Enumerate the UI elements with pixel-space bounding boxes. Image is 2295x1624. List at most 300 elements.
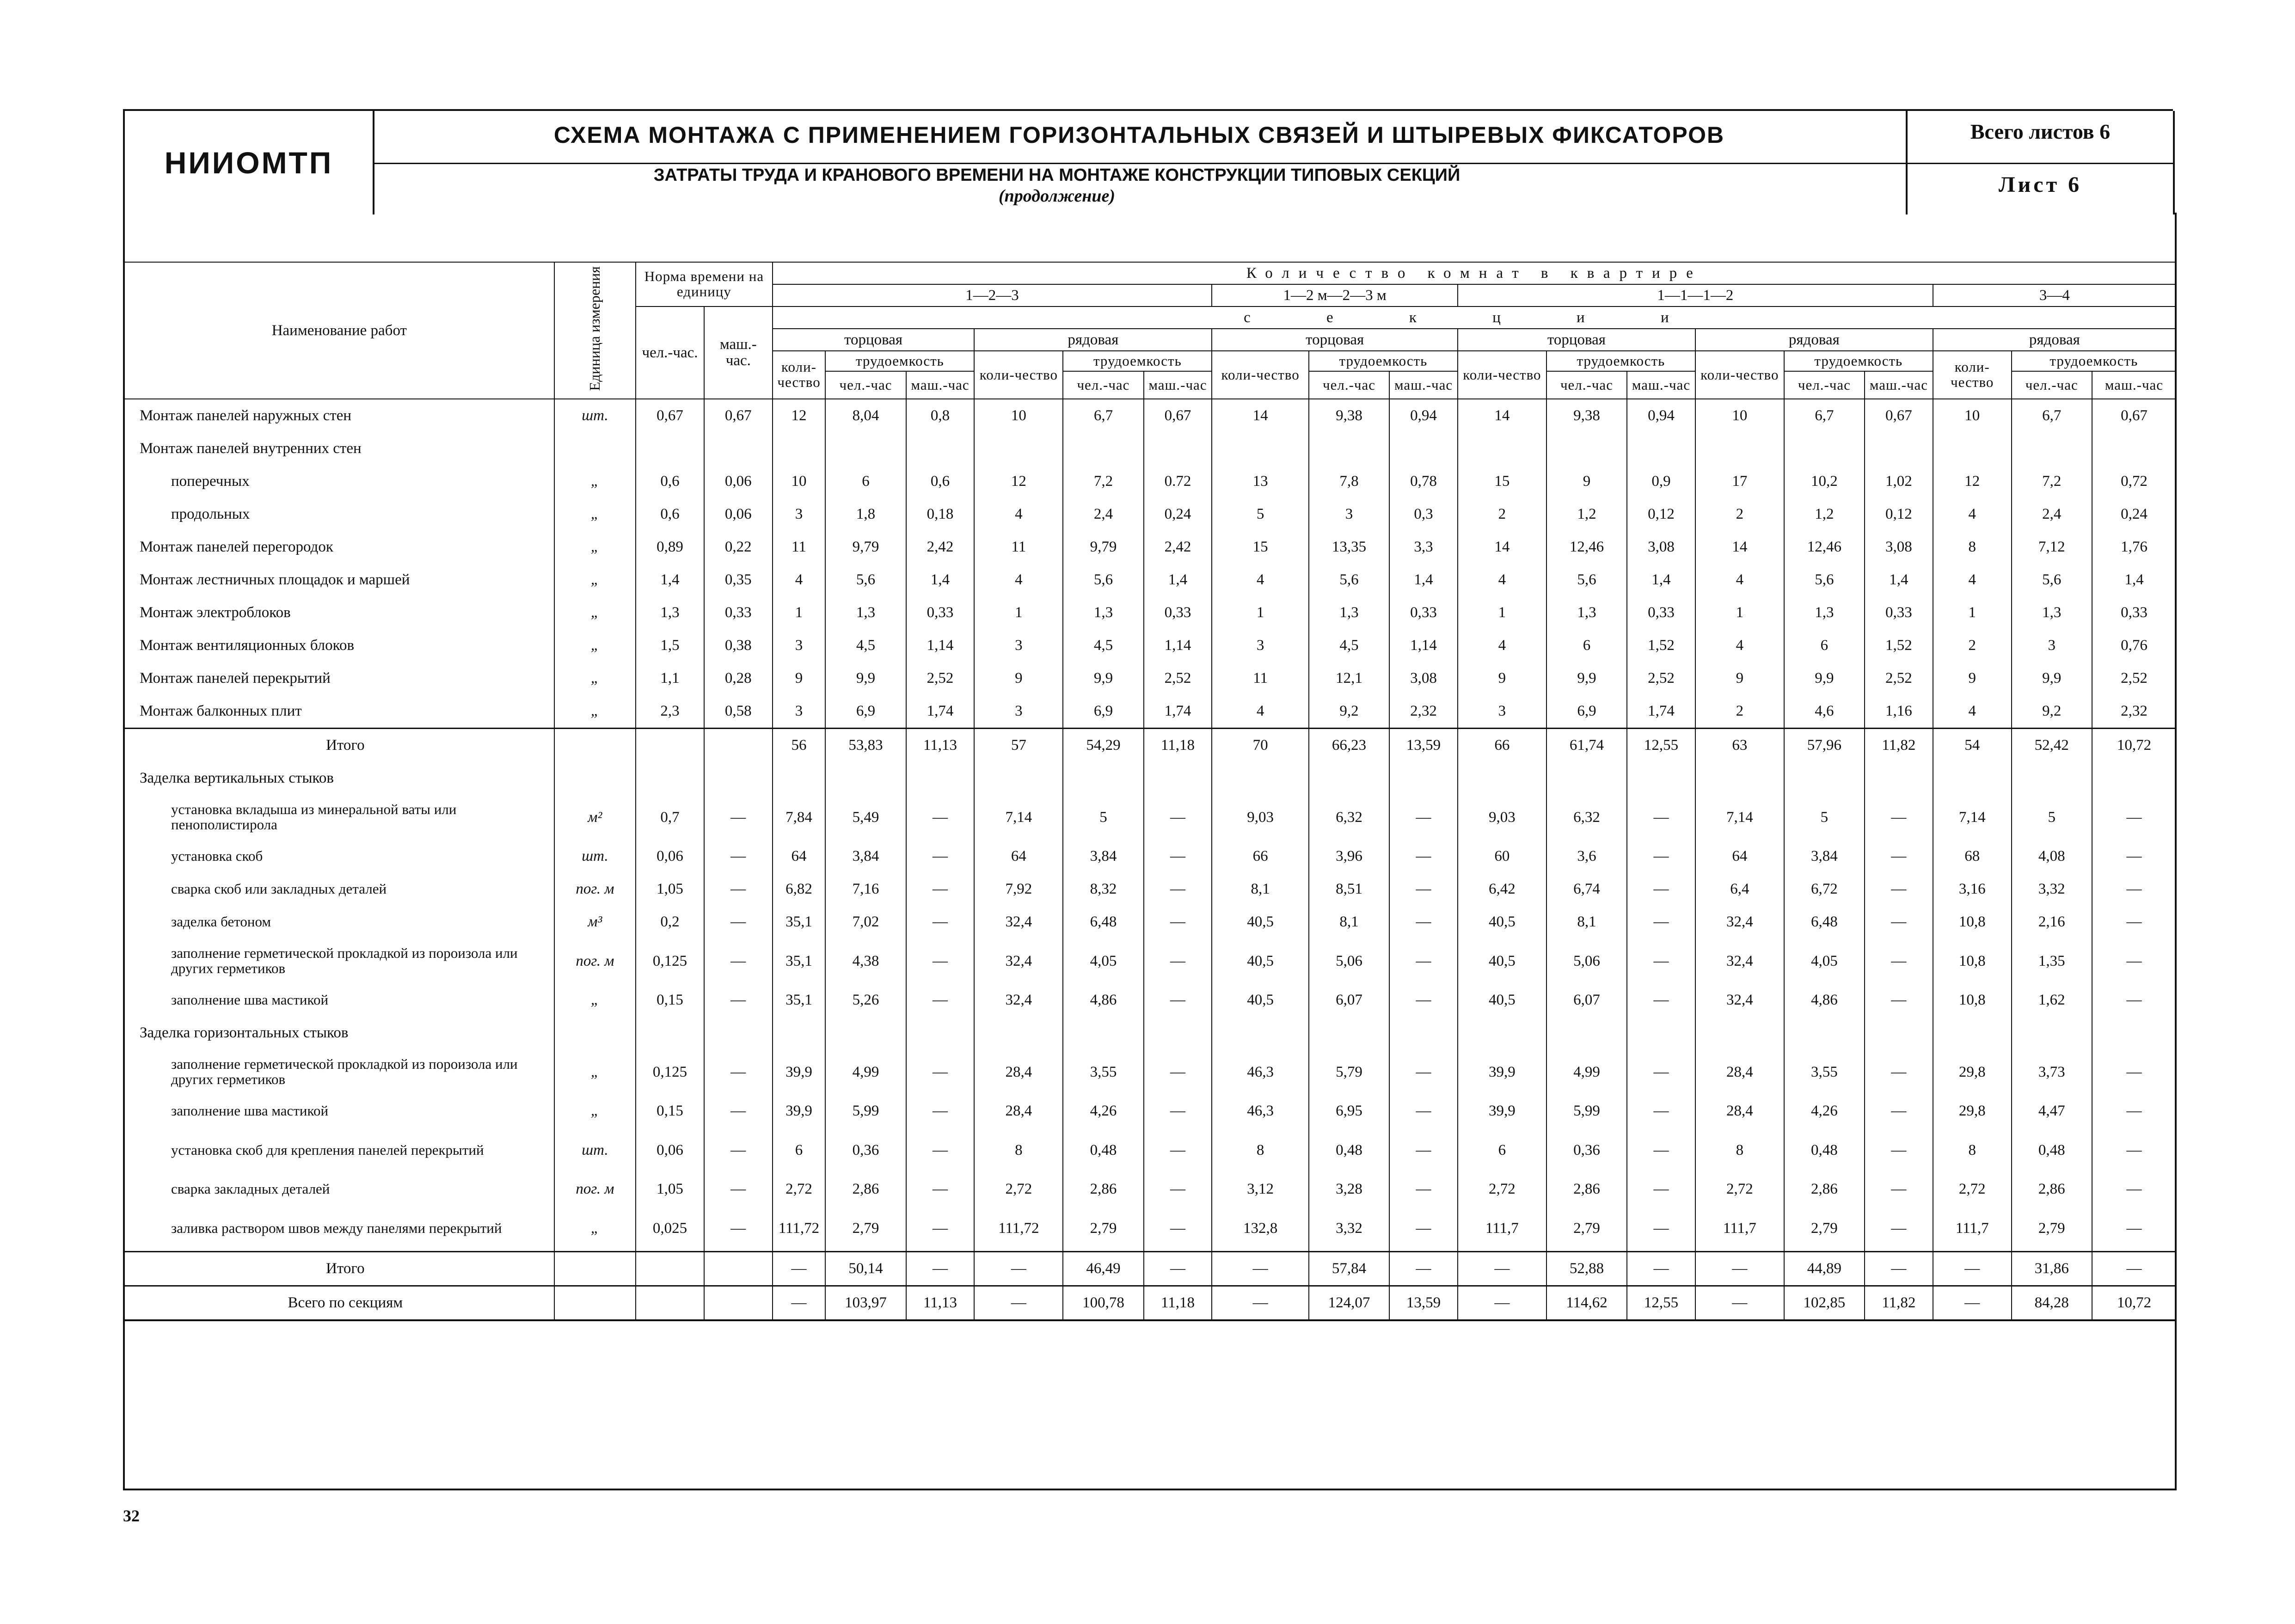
value-cell: 11,82 [1865,1286,1933,1321]
group-title: Заделка вертикальных стыков [140,770,334,787]
value-cell: — [773,1252,826,1286]
unit-cell: „ [554,1206,636,1252]
value-cell: 5,6 [1063,564,1143,596]
value-cell: 28,4 [974,1049,1063,1095]
norm-mach-cell: 0,58 [704,695,773,729]
header-man-hours: чел.-час [2012,371,2092,399]
value-cell: 2,79 [825,1206,906,1252]
value-cell: 0,33 [1627,596,1695,629]
norm-mach-cell: 0,67 [704,399,773,432]
value-cell: 11,18 [1144,729,1212,762]
value-cell: — [906,1252,975,1286]
value-cell: 9,9 [1063,662,1143,695]
header-quantity: коли-чество [1212,351,1309,399]
value-cell: 1,52 [1627,629,1695,662]
unit-cell: пог. м [554,938,636,984]
value-cell: 32,4 [1695,984,1784,1017]
value-cell: 57,96 [1784,729,1865,762]
value-cell: — [1144,1252,1212,1286]
value-cell: 1,3 [1309,596,1389,629]
value-cell: 2,79 [1784,1206,1865,1252]
value-cell: 3,28 [1309,1173,1389,1206]
value-cell: 5,6 [1546,564,1627,596]
value-cell: — [1458,1286,1546,1321]
header-labor: трудоемкость [825,351,974,371]
norm-mach-cell: 0,06 [704,465,773,498]
table-row [125,1095,2176,1128]
work-name: продольных [171,506,250,523]
value-cell: 54 [1933,729,2012,762]
value-cell: 11 [1212,662,1309,695]
norm-man-cell: 1,1 [636,662,704,695]
value-cell: 4,5 [1063,629,1143,662]
value-cell: — [1627,1206,1695,1252]
empty-cell [2012,762,2092,795]
value-cell: 11 [974,531,1063,564]
value-cell: 4,08 [2012,840,2092,873]
header-machine-hours: маш.-час [906,371,975,399]
value-cell: 8 [1933,531,2012,564]
value-cell: — [1389,1252,1458,1286]
value-cell: — [2092,938,2176,984]
empty-cell [1695,1017,1784,1049]
value-cell: 8,1 [1546,906,1627,938]
empty-cell [1063,762,1143,795]
value-cell: 3,12 [1212,1173,1309,1206]
value-cell: 0.72 [1144,465,1212,498]
header-section-type: торцовая [773,329,975,351]
norm-man-cell: 0,125 [636,1049,704,1095]
value-cell: — [974,1252,1063,1286]
value-cell: 40,5 [1458,938,1546,984]
value-cell: 5,49 [825,795,906,840]
value-cell: — [1212,1286,1309,1321]
value-cell: 29,8 [1933,1095,2012,1128]
table-row [125,1049,2176,1095]
empty-cell [825,762,906,795]
value-cell: 5,26 [825,984,906,1017]
value-cell: 3 [1458,695,1546,729]
value-cell: 66,23 [1309,729,1389,762]
norm-mach-cell: — [704,1095,773,1128]
value-cell: — [2092,906,2176,938]
value-cell: 1,52 [1865,629,1933,662]
value-cell: 3,84 [825,840,906,873]
value-cell: 3 [773,629,826,662]
value-cell: 1,3 [2012,596,2092,629]
value-cell: 9 [1546,465,1627,498]
value-cell: 39,9 [1458,1095,1546,1128]
value-cell: 0,18 [906,498,975,531]
value-cell: 3,55 [1063,1049,1143,1095]
value-cell: — [2092,984,2176,1017]
value-cell: 63 [1695,729,1784,762]
value-cell: 0,36 [1546,1128,1627,1173]
value-cell: 1,14 [1144,629,1212,662]
work-name: Монтаж электроблоков [140,604,291,621]
norm-mach-cell: — [704,1049,773,1095]
value-cell: 29,8 [1933,1049,2012,1095]
value-cell: 6,82 [773,873,826,906]
value-cell: 9 [773,662,826,695]
norm-man-cell: 0,6 [636,498,704,531]
empty-cell [1784,762,1865,795]
value-cell: 2 [1695,498,1784,531]
value-cell: 6,07 [1546,984,1627,1017]
header-labor: трудоемкость [2012,351,2176,371]
table-row [125,695,2176,729]
work-name: Монтаж вентиляционных блоков [140,637,355,654]
norm-mach-cell [704,1286,773,1321]
value-cell: 13,59 [1389,729,1458,762]
value-cell: 5,6 [1784,564,1865,596]
value-cell: — [906,938,975,984]
norm-mach-cell: — [704,1128,773,1173]
value-cell: 2,79 [1546,1206,1627,1252]
value-cell [2012,432,2092,465]
value-cell: — [974,1286,1063,1321]
norm-man-cell [636,729,704,762]
value-cell: 3,32 [1309,1206,1389,1252]
empty-cell [773,1017,826,1049]
value-cell: 6,9 [1063,695,1143,729]
empty-cell [1933,1017,2012,1049]
value-cell: 6,4 [1695,873,1784,906]
value-cell: 9,03 [1458,795,1546,840]
value-cell: — [1865,840,1933,873]
norm-man-cell [636,1286,704,1321]
header-room-group-2: 1—2 м—2—3 м [1212,284,1458,306]
value-cell: 2,79 [2012,1206,2092,1252]
value-cell: 3,55 [1784,1049,1865,1095]
empty-cell [554,1017,636,1049]
value-cell: 3,08 [1865,531,1933,564]
empty-cell [773,762,826,795]
value-cell: 10 [974,399,1063,432]
header-room-group-1: 1—2—3 [773,284,1212,306]
value-cell: 1 [1695,596,1784,629]
value-cell: 9,9 [1784,662,1865,695]
unit-cell: „ [554,984,636,1017]
norm-mach-cell: — [704,1206,773,1252]
value-cell: 4,26 [1063,1095,1143,1128]
value-cell: 35,1 [773,984,826,1017]
value-cell: 1,4 [1627,564,1695,596]
value-cell: 5,6 [825,564,906,596]
work-name: заполнение герметической прокладкой из пороизола или других герметиков [171,1056,518,1087]
total-sheets: Всего листов 6 [1970,120,2111,143]
value-cell: 0,67 [2092,399,2176,432]
value-cell [1933,432,2012,465]
table-row [125,564,2176,596]
empty-cell [1865,762,1933,795]
table-row [125,906,2176,938]
header-quantity: коли-чество [1933,351,2012,399]
value-cell: 3,16 [1933,873,2012,906]
value-cell: 2,79 [1063,1206,1143,1252]
work-name: установка скоб [171,848,263,864]
value-cell: 3,08 [1389,662,1458,695]
title-divider [373,163,2173,164]
value-cell: 8,51 [1309,873,1389,906]
value-cell: — [1627,906,1695,938]
value-cell: 0,72 [2092,465,2176,498]
value-cell: 10 [1933,399,2012,432]
value-cell: 32,4 [1695,906,1784,938]
norm-man-cell: 1,5 [636,629,704,662]
value-cell [1212,432,1309,465]
value-cell: 39,9 [773,1095,826,1128]
value-cell: — [2092,873,2176,906]
value-cell: — [906,906,975,938]
value-cell: 57,84 [1309,1252,1389,1286]
value-cell: — [1144,873,1212,906]
value-cell: 10 [773,465,826,498]
value-cell: 39,9 [1458,1049,1546,1095]
header-room-group-3: 1—1—1—2 [1458,284,1933,306]
value-cell: — [2092,795,2176,840]
value-cell: 1,16 [1865,695,1933,729]
value-cell [2092,432,2176,465]
value-cell: 14 [1458,399,1546,432]
value-cell: 28,4 [974,1095,1063,1128]
value-cell: 64 [974,840,1063,873]
header-sections: с е к ц и и [773,306,2176,329]
header-work-name: Наименование работ [125,262,554,399]
value-cell: 3 [773,695,826,729]
value-cell: 7,12 [2012,531,2092,564]
value-cell: 8,1 [1309,906,1389,938]
value-cell: 1 [1458,596,1546,629]
value-cell: 3 [2012,629,2092,662]
norm-mach-cell: — [704,938,773,984]
value-cell: 9 [1458,662,1546,695]
value-cell: 6,7 [1063,399,1143,432]
value-cell: 2,86 [2012,1173,2092,1206]
value-cell: 0,33 [2092,596,2176,629]
empty-cell [704,1017,773,1049]
empty-cell [2012,1017,2092,1049]
value-cell: 8 [1212,1128,1309,1173]
value-cell: — [1389,1049,1458,1095]
value-cell: 6 [773,1128,826,1173]
value-cell: 4,86 [1063,984,1143,1017]
value-cell: 17 [1695,465,1784,498]
sheet-info [1906,111,2175,214]
header-man-hours: чел.-час [1063,371,1143,399]
empty-cell [1389,762,1458,795]
value-cell: 32,4 [974,938,1063,984]
value-cell: 32,4 [974,906,1063,938]
value-cell: 0,48 [1784,1128,1865,1173]
value-cell: 4,26 [1784,1095,1865,1128]
empty-cell [1627,762,1695,795]
work-name: заливка раствором швов между панелями перекрытий [171,1220,502,1236]
empty-cell [1144,1017,1212,1049]
empty-cell [1784,1017,1865,1049]
value-cell: 1,3 [1546,596,1627,629]
empty-cell [554,762,636,795]
unit-cell: „ [554,1095,636,1128]
value-cell [1458,432,1546,465]
value-cell: 6 [1784,629,1865,662]
value-cell: — [2092,1128,2176,1173]
group-row [125,762,2176,795]
value-cell: 1,8 [825,498,906,531]
value-cell: 35,1 [773,938,826,984]
table-header [125,262,2176,399]
work-name: Итого [125,729,554,762]
value-cell: 5 [2012,795,2092,840]
header-rooms-count: Количество комнат в квартире [773,262,2176,284]
value-cell: 11,13 [906,1286,975,1321]
value-cell: 7,2 [1063,465,1143,498]
value-cell: — [1389,1206,1458,1252]
value-cell: 0,78 [1389,465,1458,498]
value-cell: 0,36 [825,1128,906,1173]
value-cell: 28,4 [1695,1049,1784,1095]
value-cell: 3 [1212,629,1309,662]
value-cell: — [1933,1252,2012,1286]
value-cell: — [1389,906,1458,938]
work-name: сварка закладных деталей [171,1181,330,1197]
value-cell: — [1144,1128,1212,1173]
header-labor: трудоемкость [1784,351,1933,371]
value-cell: 0,76 [2092,629,2176,662]
value-cell: 10,2 [1784,465,1865,498]
unit-cell: шт. [554,1128,636,1173]
value-cell: 8 [1933,1128,2012,1173]
value-cell: 0,3 [1389,498,1458,531]
value-cell [1784,432,1865,465]
value-cell: — [1144,1173,1212,1206]
table-row [125,629,2176,662]
value-cell: 52,42 [2012,729,2092,762]
value-cell: 4,6 [1784,695,1865,729]
value-cell: — [1389,873,1458,906]
value-cell: — [2092,1095,2176,1128]
work-name: заделка бетоном [171,913,271,930]
table-row [125,840,2176,873]
value-cell: 2,52 [906,662,975,695]
value-cell: 0,67 [1144,399,1212,432]
value-cell: 1,3 [1784,596,1865,629]
work-name: Монтаж панелей внутренних стен [140,440,362,457]
norm-man-cell: 0,2 [636,906,704,938]
value-cell: 54,29 [1063,729,1143,762]
value-cell: — [1695,1252,1784,1286]
norm-mach-cell: — [704,984,773,1017]
value-cell: — [1627,938,1695,984]
table-row [125,1206,2176,1252]
value-cell: 6,42 [1458,873,1546,906]
value-cell: 9,9 [825,662,906,695]
value-cell: 7,14 [1695,795,1784,840]
value-cell: 4 [974,498,1063,531]
value-cell: 4,38 [825,938,906,984]
value-cell: 44,89 [1784,1252,1865,1286]
empty-cell [974,762,1063,795]
work-name: заполнение герметической прокладкой из пороизола или других герметиков [171,945,518,976]
header-norm-mach: маш.-час. [704,306,773,399]
value-cell: 2 [1695,695,1784,729]
value-cell: 6,74 [1546,873,1627,906]
value-cell: 1,4 [1389,564,1458,596]
value-cell: 4 [1212,564,1309,596]
value-cell: 3,84 [1063,840,1143,873]
value-cell: 111,72 [974,1206,1063,1252]
value-cell: — [1144,938,1212,984]
value-cell: 2,52 [1144,662,1212,695]
empty-cell [1627,1017,1695,1049]
value-cell: 12,1 [1309,662,1389,695]
header-norm-man: чел.-час. [636,306,704,399]
value-cell: — [773,1286,826,1321]
value-cell: 1,35 [2012,938,2092,984]
empty-cell [825,1017,906,1049]
value-cell: 66 [1212,840,1309,873]
norm-mach-cell: — [704,795,773,840]
norm-man-cell: 1,3 [636,596,704,629]
value-cell: 7,14 [1933,795,2012,840]
value-cell: 10,8 [1933,906,2012,938]
value-cell: 100,78 [1063,1286,1143,1321]
value-cell: 6,32 [1309,795,1389,840]
value-cell: 40,5 [1212,938,1309,984]
value-cell: — [1865,795,1933,840]
value-cell: — [1865,1206,1933,1252]
value-cell: 14 [1458,531,1546,564]
value-cell: 35,1 [773,906,826,938]
value-cell: 0,94 [1627,399,1695,432]
norm-mach-cell [704,729,773,762]
table-row [125,498,2176,531]
value-cell: 1,3 [825,596,906,629]
empty-cell [1865,1017,1933,1049]
work-name: Монтаж панелей наружных стен [140,407,352,424]
empty-cell [1458,762,1546,795]
value-cell: 2,32 [2092,695,2176,729]
value-cell: 1 [974,596,1063,629]
unit-cell: пог. м [554,1173,636,1206]
value-cell: 2,42 [906,531,975,564]
norm-mach-cell: 0,06 [704,498,773,531]
value-cell: 124,07 [1309,1286,1389,1321]
table-row [125,1173,2176,1206]
table-row [125,465,2176,498]
unit-cell: „ [554,465,636,498]
work-name: установка вкладыша из минеральной ваты или пенополистирола [171,801,457,833]
header-man-hours: чел.-час [1546,371,1627,399]
norm-man-cell: 0,06 [636,840,704,873]
norm-man-cell: 1,05 [636,1173,704,1206]
value-cell: 9,79 [825,531,906,564]
header-section-type: торцовая [1458,329,1695,351]
value-cell: 6,72 [1784,873,1865,906]
norm-man-cell: 0,025 [636,1206,704,1252]
value-cell: — [1458,1252,1546,1286]
unit-cell: „ [554,498,636,531]
table-row [125,1252,2176,1286]
value-cell: 103,97 [825,1286,906,1321]
value-cell: 12,46 [1784,531,1865,564]
empty-cell [1309,1017,1389,1049]
value-cell: 7,84 [773,795,826,840]
document-subtitle: ЗАТРАТЫ ТРУДА И КРАНОВОГО ВРЕМЕНИ НА МОНТАЖЕ КОНСТРУКЦИИ ТИПОВЫХ СЕКЦИЙ [653,165,1460,185]
value-cell: 46,3 [1212,1095,1309,1128]
value-cell: 3,32 [2012,873,2092,906]
table-body [125,399,2176,1320]
